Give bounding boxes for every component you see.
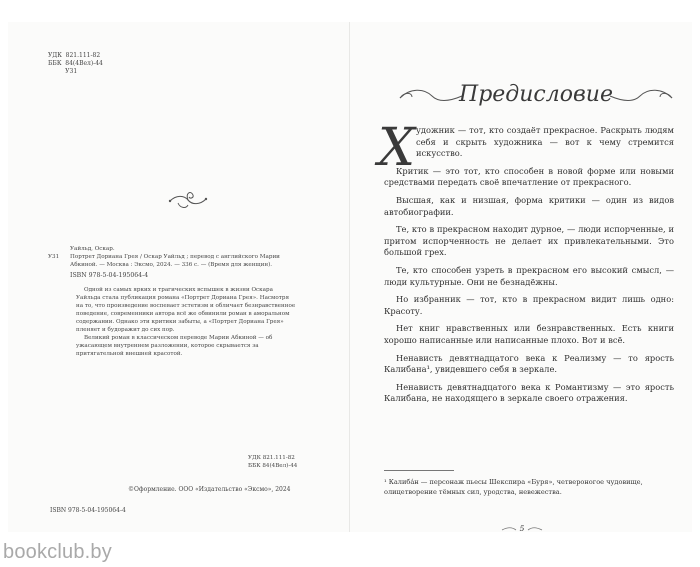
heading-block [390,78,682,118]
book-description: Портрет Дориана Грея / Оскар Уайльд ; перевод с английского Марии Абкиной. — Москва : Эксмо, 2024. — 336 с. — (Время для женщин). [70,254,280,268]
paragraph: удожник — тот, кто создаёт прекрасное. Раскрыть людям себя и скрыть художника — вот к чему стремится искусство. [416,125,674,159]
copyright-page [8,22,349,532]
paragraph: Критик — это тот, кто способен в новой форме или новыми средствами передать своё впечатление от прекрасного. [384,165,674,188]
author-mark: У31 [48,254,60,260]
annotation [76,286,296,358]
paragraph: Те, кто в прекрасном находит дурное, — люди испорченные, и притом испорченность не делает их привлекательными. Это большой грех. [384,224,674,258]
preface-body [384,125,674,411]
book-gutter [349,22,350,532]
annotation-paragraph: Одной из самых ярких и трагических вспышек в жизни Оскара Уайльда стала публикация романа «Портрет Дориана Грея». Насмотря на то, что произведение воспевает эстетизм и обличает безнравственное поведение, современники автора всё же обвинили роман в аморальном содержании. Однако эти критики забыты, а «Портрет Дориана Грея» пленяет и будоражит до сих пор. [76,287,296,333]
isbn: ISBN 978-5-04-195064-4 [70,272,149,279]
drop-cap: Х [378,118,416,178]
flourish-ornament-icon [166,187,210,213]
footnote-divider [384,470,454,471]
page-number: 5 [519,524,525,533]
site-watermark: bookclub.by [3,541,112,563]
page-number-block [500,524,544,536]
bibliographic-codes-top [48,52,103,76]
footnote: ¹ Калиба́н — персонаж пьесы Шекспира «Буря», четвероногое чудовище, олицетворение тёмных сил, уродства, невежества. [384,478,643,496]
paragraph: Но избранник — тот, кто в прекрасном видит лишь одно: Красоту. [384,294,674,316]
paragraph: Ненависть девятнадцатого века к Романтизму — это ярость Калибана, не находящего в зеркале своего отражения. [384,381,674,404]
bbk-line: ББК 84(4Вел)-44 [248,463,298,469]
preface-page [350,22,692,532]
bbk-line: ББК 84(4Вел)-44 [48,60,103,67]
author-mark-line: У31 [48,68,78,75]
author-name: Уайльд, Оскар. [70,246,115,252]
paragraph: Высшая, как и низшая, форма критики — один из видов автобиографии. [384,194,674,217]
paragraph: Те, кто способен узреть в прекрасном его высокий смысл, — люди культурные. Они не безнадёжны. [384,264,674,287]
copyright-notice: ©Оформление. ООО «Издательство «Эксмо», 2024 [128,486,291,493]
isbn-bottom: ISBN 978-5-04-195064-4 [50,507,126,514]
page-title: Предисловие [459,82,613,107]
paragraph: Ненависть девятнадцатого века к Реализму — то ярость Калибана¹, увидевшего себя в зеркале. [384,352,674,375]
udk-line: УДК 821.111-82 [248,455,295,461]
annotation-paragraph: Великий роман в классическом переводе Марии Абкиной — об ужасающем внутреннем разложении, которое скрывается за притягательной внешней красотой. [76,335,273,357]
paragraph: Нет книг нравственных или безнравственных. Есть книги хорошо написанные или написанные плохо. Вот и всё. [384,323,674,345]
bibliographic-codes-bottom [248,454,297,470]
bibliographic-record [48,245,296,358]
udk-line: УДК 821.111-82 [48,52,101,59]
book-spread [8,22,692,532]
